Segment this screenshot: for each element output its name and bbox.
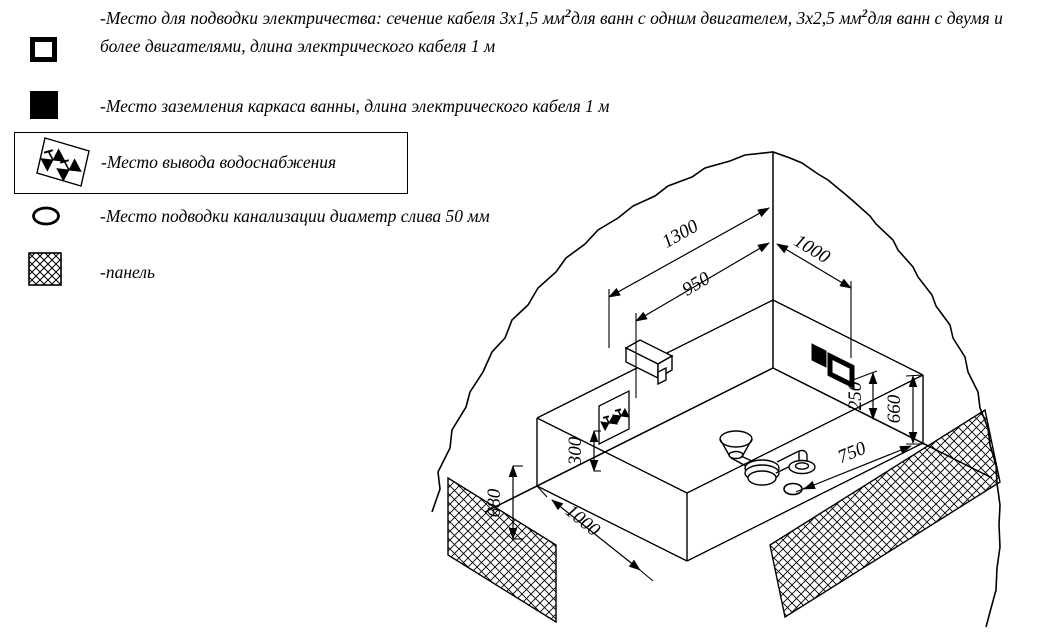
legend-electricity-line2: более двигателями, длина электрического кабеля 1 м bbox=[100, 36, 496, 56]
dim-680: 680 bbox=[484, 488, 505, 518]
grounding-symbol-icon bbox=[30, 91, 58, 119]
legend-item-grounding: -Место заземления каркаса ванны, длина электрического кабеля 1 м bbox=[100, 96, 610, 116]
dim-1300: 1300 bbox=[658, 215, 702, 253]
dim-660: 660 bbox=[884, 394, 905, 424]
panel-symbol-icon bbox=[28, 252, 62, 286]
panel-right bbox=[770, 410, 1000, 617]
sewer-symbol-icon bbox=[30, 204, 62, 228]
water-supply-symbol-icon bbox=[27, 136, 97, 190]
water-supply-outlet bbox=[599, 391, 629, 444]
dim-1000-floor: 1000 bbox=[561, 500, 604, 541]
legend-item-water-supply bbox=[14, 132, 408, 194]
legend-electricity-line1: -Место для подводки электричества: сечение кабеля 3х1,5 $мм^2для$ ванн с одним двигателем, 3х2,5 $мм^2для$ ванн с двумя и bbox=[100, 6, 1003, 28]
dim-300: 300 bbox=[565, 436, 586, 466]
drain-siphon bbox=[720, 431, 815, 485]
legend-water-supply-label: -Место вывода водоснабжения bbox=[101, 152, 337, 172]
legend-item-sewer: -Место подводки канализации диаметр слива 50 мм bbox=[100, 206, 490, 226]
sewer-point bbox=[784, 484, 802, 495]
electricity-plate bbox=[830, 356, 852, 385]
dim-1000-right: 1000 bbox=[790, 230, 834, 269]
spout-block bbox=[626, 340, 672, 384]
legend-item-panel: -панель bbox=[100, 262, 155, 282]
dim-750: 750 bbox=[834, 437, 870, 468]
dim-250: 250 bbox=[845, 381, 866, 411]
dim-950: 950 bbox=[678, 267, 714, 301]
legend-item-electricity bbox=[100, 5, 1003, 59]
electricity-symbol-icon bbox=[30, 37, 57, 62]
grounding-plate bbox=[812, 344, 826, 367]
